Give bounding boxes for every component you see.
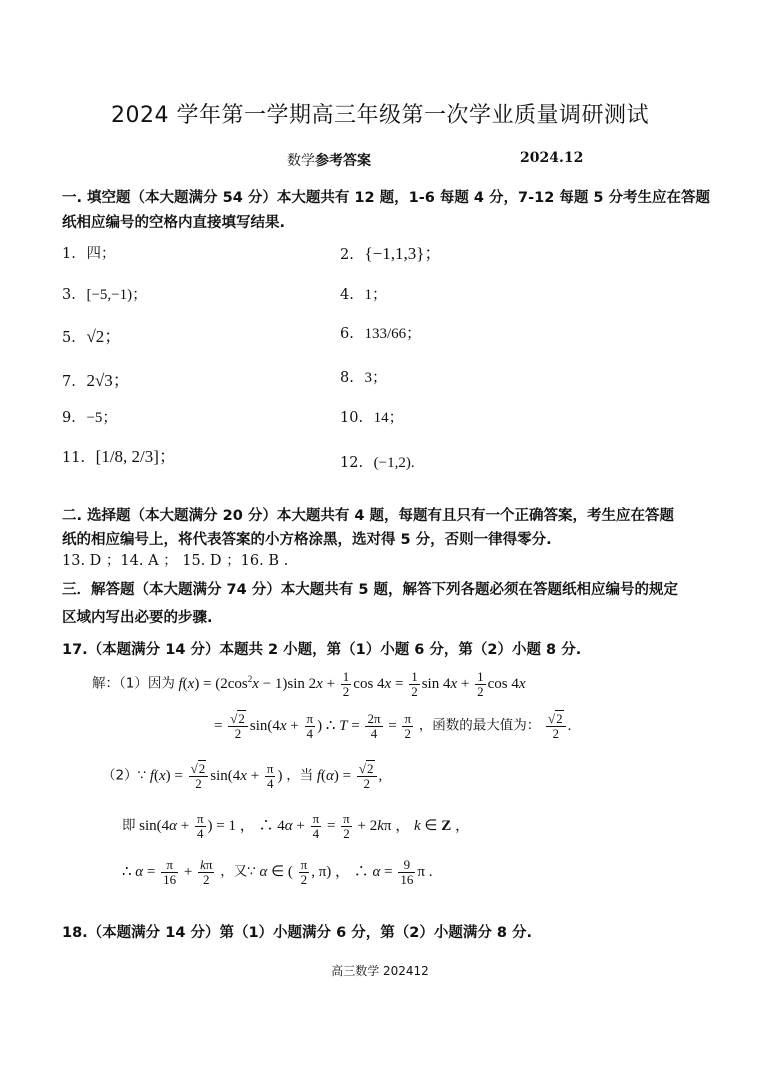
- subject-label: [287, 150, 371, 170]
- subject-name: 数学: [287, 153, 315, 169]
- fraction-root2-over-2: $\frac{√2}{2}$: [228, 712, 248, 740]
- when-text: ，当: [286, 767, 314, 784]
- fraction-half: $\frac{1}{2}$: [411, 669, 418, 699]
- answer-9: [62, 406, 117, 427]
- q17-heading: 17.（本题满分 14 分）本题共 2 小题，第（1）小题 6 分，第（2）小题 8 分.: [62, 642, 582, 658]
- answer-5: [62, 322, 121, 347]
- section3-heading-line2: 区域内写出必要的步骤.: [62, 610, 213, 626]
- q17-part2-line3: [122, 858, 432, 886]
- answer-number: 2.: [340, 247, 354, 263]
- q18-heading: 18.（本题满分 14 分）第（1）小题满分 6 分，第（2）小题满分 8 分.: [62, 925, 533, 941]
- fraction-pi-over-4: $\frac{\pi}{4}$: [312, 811, 320, 841]
- q17-part1-line1: [92, 670, 526, 698]
- fraction-2pi-over-4: $\frac{2\pi}{4}$: [367, 711, 381, 741]
- you-text: ，又∵: [220, 863, 256, 880]
- ji-text: 即: [122, 817, 136, 834]
- answer-2: [340, 239, 441, 264]
- fraction-9-over-16: $\frac{9}{16}$: [400, 857, 414, 887]
- answer-value: √2；: [86, 327, 122, 346]
- fraction-pi-over-16: $\frac{\pi}{16}$: [163, 857, 177, 887]
- answer-number: 7.: [62, 374, 76, 390]
- formula-alpha: ∴ α = $\frac{\pi}{16}$ + $\frac{k\pi}{2}$: [122, 857, 213, 887]
- q17-part1-line2: [214, 712, 571, 740]
- answer-number: 9.: [62, 410, 76, 426]
- answer-value: [1/8, 2/3]；: [95, 447, 176, 466]
- answer-11: [62, 442, 176, 467]
- answer-value: 3；: [364, 370, 387, 386]
- fraction-half: $\frac{1}{2}$: [342, 669, 350, 699]
- solution-prefix: 解：（1）因为: [92, 675, 175, 692]
- answer-value: (−1,2).: [373, 455, 415, 471]
- fraction-root2-over-2: $\frac{√2}{2}$: [546, 712, 566, 740]
- fraction-root2-over-2: $\frac{√2}{2}$: [357, 762, 377, 790]
- answer-value: 2√3；: [86, 371, 130, 390]
- answer-4: [340, 283, 387, 304]
- answer-value: [−5,−1)；: [86, 287, 148, 303]
- answer-number: 12.: [340, 455, 364, 471]
- fraction-kpi-over-2: $\frac{k\pi}{2}$: [200, 857, 213, 887]
- answer-number: 8.: [340, 370, 354, 386]
- answer-number: 3.: [62, 287, 76, 303]
- answer-6: [340, 322, 421, 343]
- answer-8: [340, 366, 387, 387]
- fraction-pi-over-4: $\frac{\pi}{4}$: [266, 761, 274, 791]
- fraction-pi-over-2: $\frac{\pi}{2}$: [404, 711, 412, 741]
- fraction-root2-over-2: $\frac{√2}{2}$: [189, 762, 209, 790]
- answer-value: 1；: [364, 287, 387, 303]
- formula-fx: $f(x) = (2\cos^2x - 1)\sin$ 2x + $\frac{1}{2}$ cos 4x = $\frac{1}{2}$ sin 4x + $\frac{1}{2}$ cos 4x: [178, 669, 526, 699]
- formula-alpha-range: α ∈ ( $\frac{\pi}{2}$ , π) ， ∴ α = $\frac{9}{16}$ π .: [259, 857, 433, 887]
- formula-period: = $\frac{√2}{2}$ sin(4x + $\frac{\pi}{4}$ ) ∴ T = $\frac{2\pi}{4}$ = $\frac{\pi}{2}$: [214, 711, 412, 741]
- section1-heading: 一. 填空题（本大题满分 54 分）本大题共有 12 题，1-6 每题 4 分，7-12 每题 5 分考生应在答题: [62, 190, 711, 206]
- section3-heading: 三．解答题（本大题满分 74 分）本大题共有 5 题，解答下列各题必须在答题纸相应编号的规定: [62, 582, 678, 598]
- choice-answers: 13. D ；14. A ； 15. D ；16. B .: [62, 553, 289, 569]
- fraction-half: $\frac{1}{2}$: [477, 669, 484, 699]
- max-text: ，函数的最大值为：: [418, 717, 541, 734]
- answer-12: [340, 455, 415, 472]
- answer-1: [62, 242, 115, 263]
- formula-fx-simplified: f(x) = $\frac{√2}{2}$ sin(4x + $\frac{\pi}{4}$ ): [149, 761, 287, 791]
- fraction-pi-over-2: $\frac{\pi}{2}$: [300, 857, 308, 887]
- answer-key-label: 参考答案: [315, 153, 371, 169]
- fraction-pi-over-2: $\frac{\pi}{2}$: [343, 811, 350, 841]
- fraction-pi-over-4: $\frac{\pi}{4}$: [306, 711, 314, 741]
- answer-3: [62, 283, 147, 304]
- answer-value: 14；: [373, 410, 404, 426]
- page-footer: 高三数学 202412: [331, 964, 429, 978]
- answer-value: {−1,1,3}；: [364, 244, 442, 263]
- page-title: 2024 学年第一学期高三年级第一次学业质量调研测试: [111, 103, 649, 128]
- fraction-pi-over-4: $\frac{\pi}{4}$: [196, 811, 204, 841]
- answer-number: 10.: [340, 410, 364, 426]
- answer-number: 11.: [62, 450, 86, 466]
- section1-heading-line2: 纸相应编号的空格内直接填写结果.: [62, 215, 286, 231]
- formula-max: $\frac{√2}{2}$ .: [547, 711, 572, 741]
- answer-value: −5；: [86, 410, 118, 426]
- answer-number: 1.: [62, 246, 76, 262]
- answer-number: 5.: [62, 330, 76, 346]
- answer-value: 133/66；: [364, 326, 422, 342]
- answer-number: 6.: [340, 326, 354, 342]
- exam-date: 2024.12: [520, 150, 584, 166]
- section2-heading-line2: 纸的相应编号上，将代表答案的小方格涂黑，选对得 5 分，否则一律得零分.: [62, 532, 552, 548]
- formula-f-alpha: f(α) = $\frac{√2}{2}$ ,: [316, 761, 383, 791]
- answer-10: [340, 406, 404, 427]
- answer-number: 4.: [340, 287, 354, 303]
- q17-part2-line2: [122, 812, 470, 840]
- answer-value: 四；: [86, 246, 116, 262]
- section2-heading: 二. 选择题（本大题满分 20 分）本大题共有 4 题，每题有且只有一个正确答案，考生应在答题: [62, 508, 675, 524]
- formula-sin-eq-1: sin(4α + $\frac{\pi}{4}$ ) = 1 ， ∴ 4α + $\frac{\pi}{4}$ = $\frac{\pi}{2}$ + 2kπ ， k ∈ Z ，: [139, 811, 470, 841]
- q17-part2-line1: [102, 762, 382, 790]
- answer-7: [62, 366, 130, 391]
- part2-prefix: （2）∵: [102, 767, 147, 784]
